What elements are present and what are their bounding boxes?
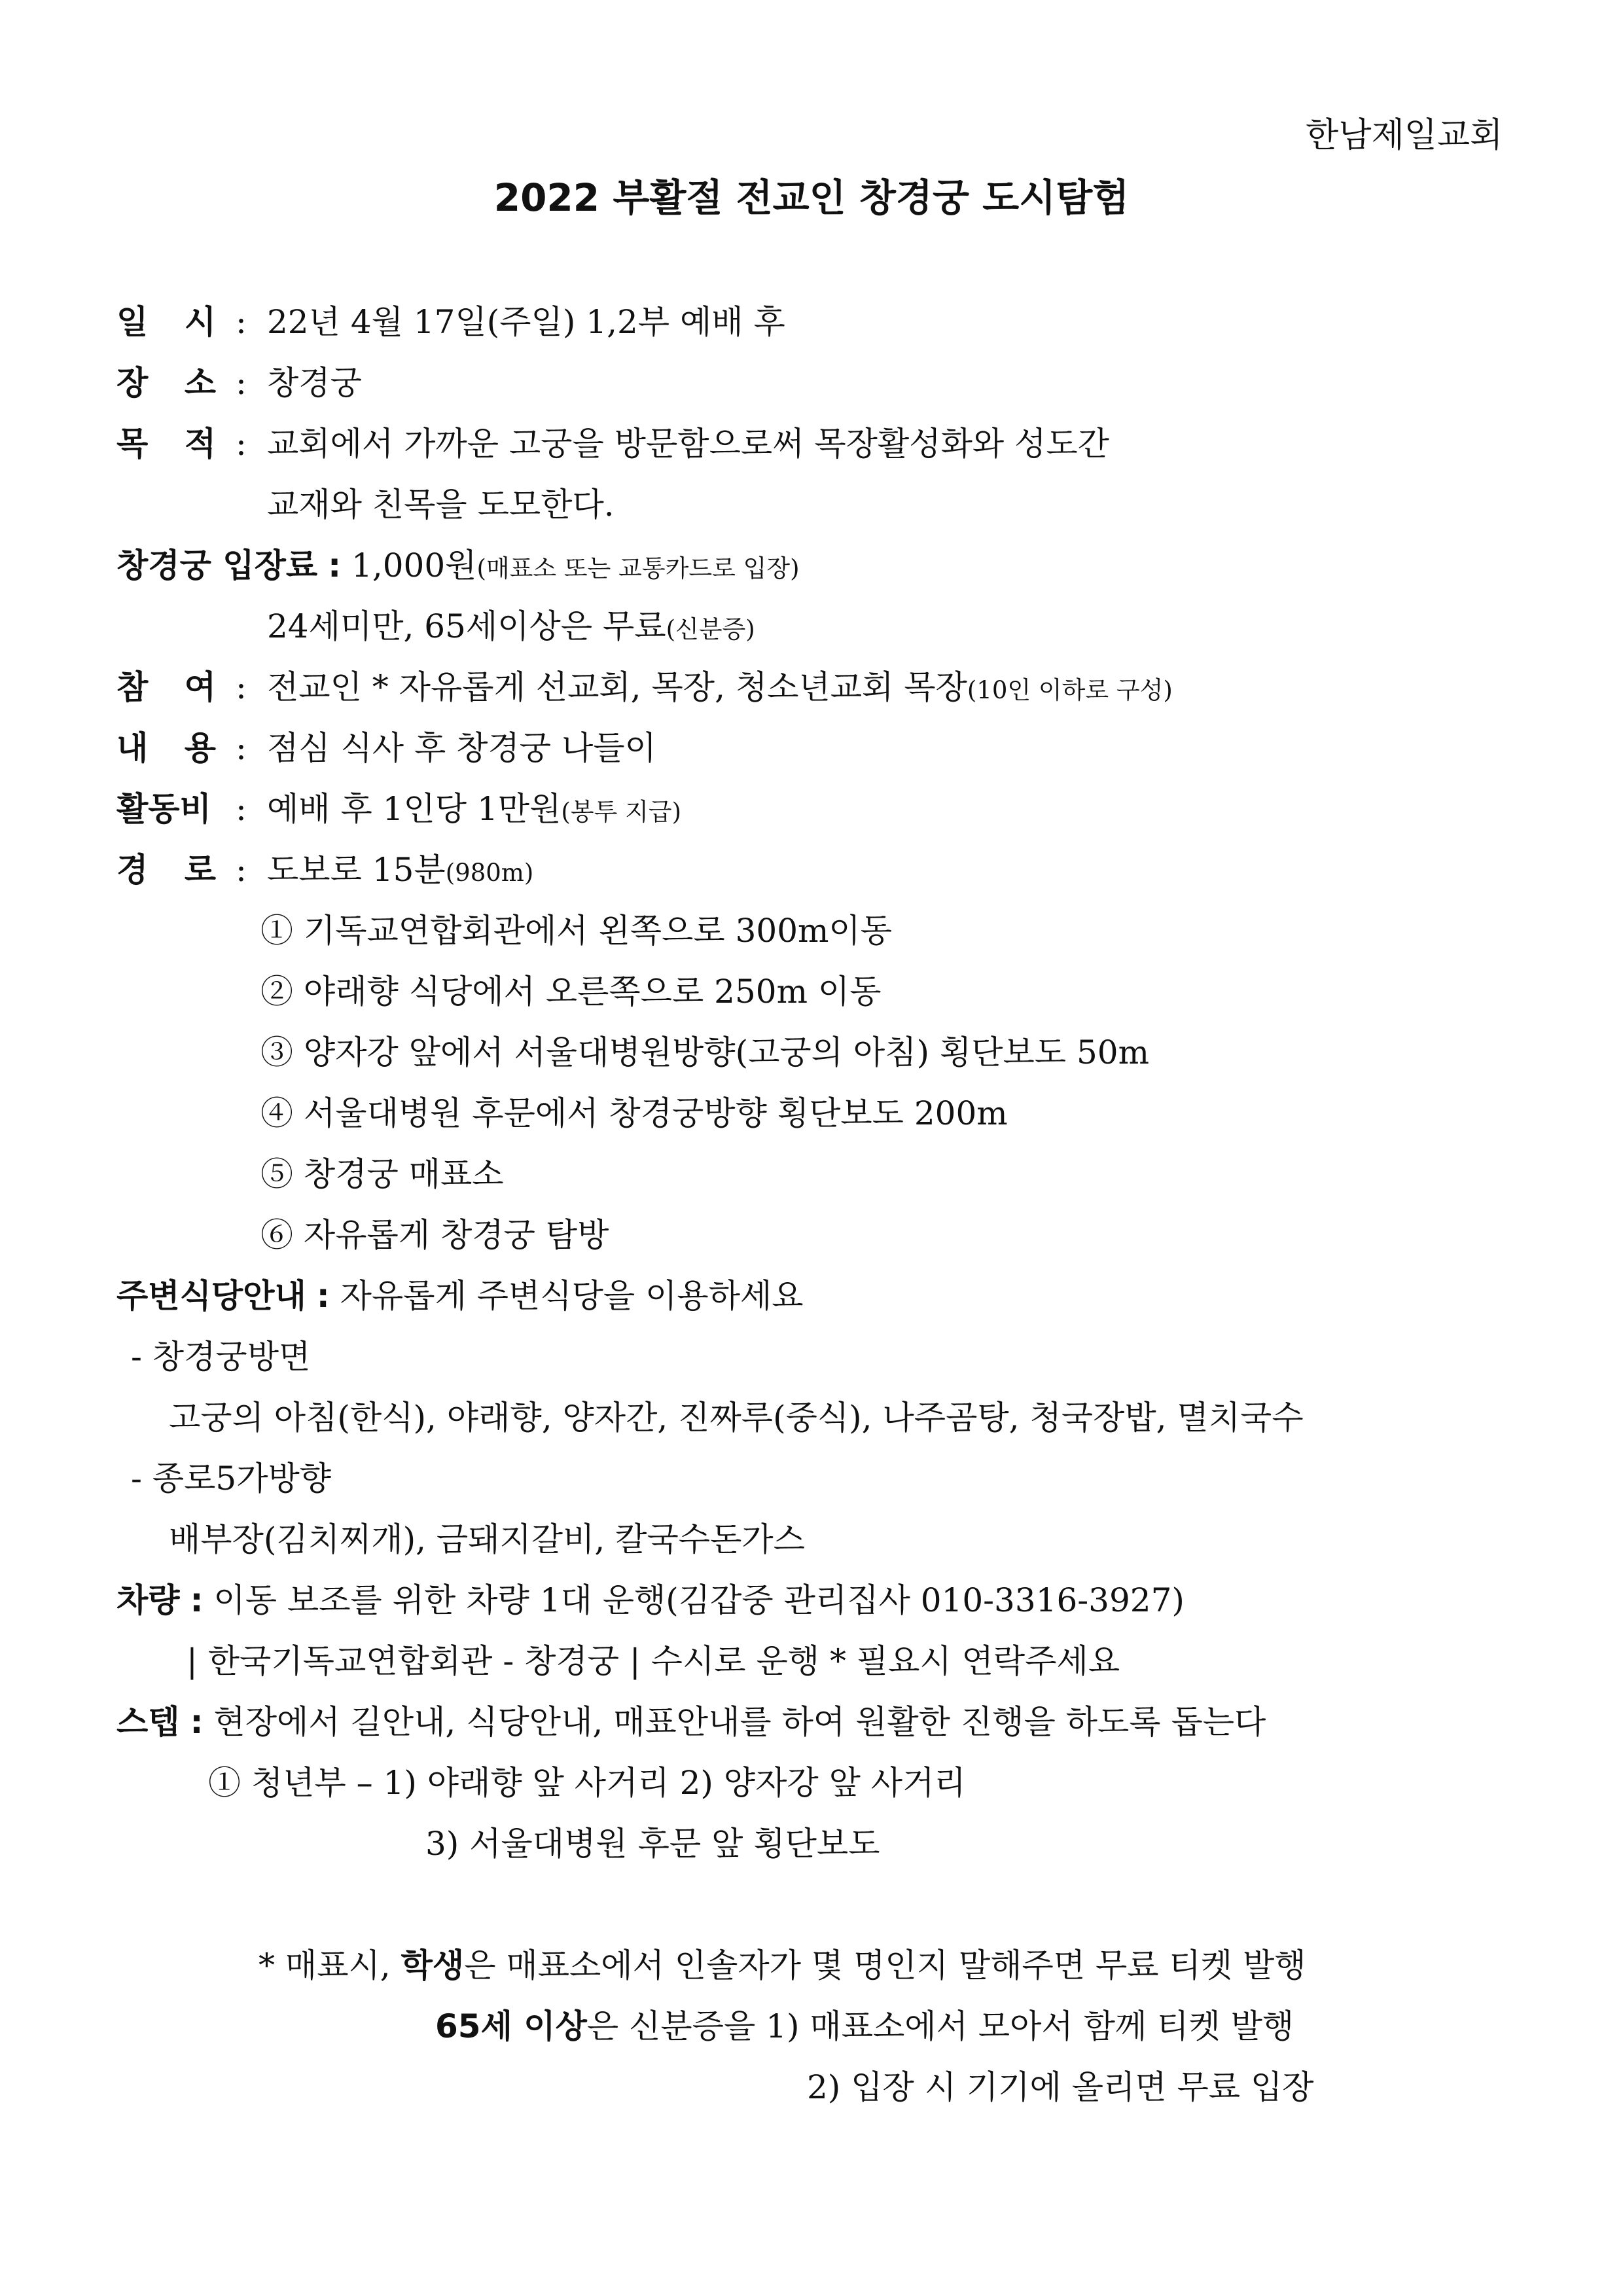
budget-value: 예배 후 1인당 1만원(봉투 지급) (267, 790, 682, 828)
route-step: ④ 서울대병원 후문에서 창경궁방향 횡단보도 200m (260, 1094, 1008, 1132)
route-step: ③ 양자강 앞에서 서울대병원방향(고궁의 아침) 횡단보도 50m (260, 1033, 1150, 1071)
restaurants-row (116, 1273, 804, 1319)
purpose-line2: 교재와 친목을 도모한다. (267, 486, 615, 524)
purpose-label: 목 적 (116, 425, 216, 463)
route-step: ① 기독교연합회관에서 왼쪽으로 300m이동 (260, 912, 893, 950)
footnote-line1-pre: * 매표시, (259, 1946, 401, 1984)
date-colon: : (236, 303, 247, 341)
church-name: 한남제일교회 (1306, 116, 1503, 155)
content-colon: : (236, 729, 247, 767)
fee-line2 (267, 603, 755, 653)
route-step: ② 야래향 식당에서 오른쪽으로 250m 이동 (260, 973, 882, 1011)
footnote-senior: 65세 이상 (435, 2007, 587, 2045)
fee-free-note: (신분증) (666, 615, 755, 643)
restaurants-value: 자유롭게 주변식당을 이용하세요 (340, 1277, 804, 1315)
footnote-line2 (435, 2003, 1294, 2049)
place-value: 창경궁 (267, 364, 362, 402)
staff-value: 현장에서 길안내, 식당안내, 매표안내를 하여 원활한 진행을 하도록 돕는다 (213, 1703, 1266, 1741)
content-label: 내 용 (116, 729, 216, 767)
purpose-line1: 교회에서 가까운 고궁을 방문함으로써 목장활성화와 성도간 (267, 425, 1109, 463)
staff-label: 스텝 (116, 1703, 180, 1741)
route-row (116, 847, 534, 893)
fee-note: (매표소 또는 교통카드로 입장) (476, 554, 800, 583)
date-value: 22년 4월 17일(주일) 1,2부 예배 후 (267, 303, 785, 341)
restaurants-label: 주변식당안내 (116, 1277, 306, 1315)
participants-value: 전교인 * 자유롭게 선교회, 목장, 청소년교회 목장(10인 이하로 구성) (267, 668, 1173, 706)
participants-row (116, 664, 1173, 710)
vehicle-label: 차량 (116, 1581, 180, 1619)
budget-colon: : (236, 790, 247, 828)
place-colon: : (236, 364, 247, 402)
restaurants-area2-list: 배부장(김치찌개), 금돼지갈비, 칼국수돈가스 (169, 1520, 805, 1558)
vehicle-row (116, 1577, 1185, 1623)
restaurants-area2: - 종로5가방향 (131, 1460, 332, 1498)
content-row (116, 725, 656, 771)
vehicle-colon: : (190, 1581, 204, 1619)
footnote-line1 (259, 1943, 1306, 1988)
participants-colon: : (236, 668, 247, 706)
restaurants-area1-list: 고궁의 아침(한식), 야래향, 양자간, 진짜루(중식), 나주곰탕, 청국장밥, 멸치국수 (169, 1399, 1304, 1437)
fee-free-text: 24세미만, 65세이상은 무료 (267, 607, 666, 645)
fee-colon: : (328, 547, 342, 584)
staff-line2: ① 청년부 – 1) 야래향 앞 사거리 2) 양자강 앞 사거리 (208, 1764, 966, 1802)
restaurants-area1: - 창경궁방면 (131, 1338, 311, 1376)
date-label: 일 시 (116, 303, 216, 341)
vehicle-line2: | 한국기독교연합회관 - 창경궁 | 수시로 운행 * 필요시 연락주세요 (187, 1642, 1120, 1680)
footnote-line2-post: 은 신분증을 1) 매표소에서 모아서 함께 티켓 발행 (586, 2007, 1294, 2045)
place-label: 장 소 (116, 364, 216, 402)
route-colon: : (236, 851, 247, 889)
fee-value: 1,000원 (351, 547, 477, 584)
participants-label: 참 여 (116, 668, 216, 706)
staff-line3: 3) 서울대병원 후문 앞 횡단보도 (425, 1825, 880, 1863)
staff-colon: : (190, 1703, 204, 1741)
place-row (116, 360, 362, 406)
route-step: ⑥ 자유롭게 창경궁 탐방 (260, 1216, 609, 1254)
restaurants-colon: : (316, 1277, 330, 1315)
fee-label: 창경궁 입장료 (116, 547, 318, 584)
fee-row (116, 543, 800, 592)
vehicle-value: 이동 보조를 위한 차량 1대 운행(김갑중 관리집사 010-3316-3927) (213, 1581, 1185, 1619)
budget-row (116, 786, 682, 832)
content-value: 점심 식사 후 창경궁 나들이 (267, 729, 656, 767)
route-step: ⑤ 창경궁 매표소 (260, 1155, 504, 1193)
page-title: 2022 부활절 전교인 창경궁 도시탐험 (493, 175, 1130, 220)
purpose-colon: : (236, 425, 247, 463)
purpose-row (116, 421, 1109, 467)
route-value: 도보로 15분(980m) (267, 851, 534, 889)
budget-label: 활동비 (116, 790, 211, 828)
route-label: 경 로 (116, 851, 216, 889)
footnote-line1-post: 은 매표소에서 인솔자가 몇 명인지 말해주면 무료 티켓 발행 (464, 1946, 1306, 1984)
route-note: (980m) (445, 859, 534, 887)
budget-note: (봉투 지급) (561, 798, 682, 826)
date-row (116, 299, 785, 345)
staff-row (116, 1699, 1266, 1745)
participants-note: (10인 이하로 구성) (967, 676, 1173, 704)
footnote-line3: 2) 입장 시 기기에 올리면 무료 입장 (807, 2068, 1314, 2106)
footnote-student: 학생 (401, 1946, 465, 1984)
